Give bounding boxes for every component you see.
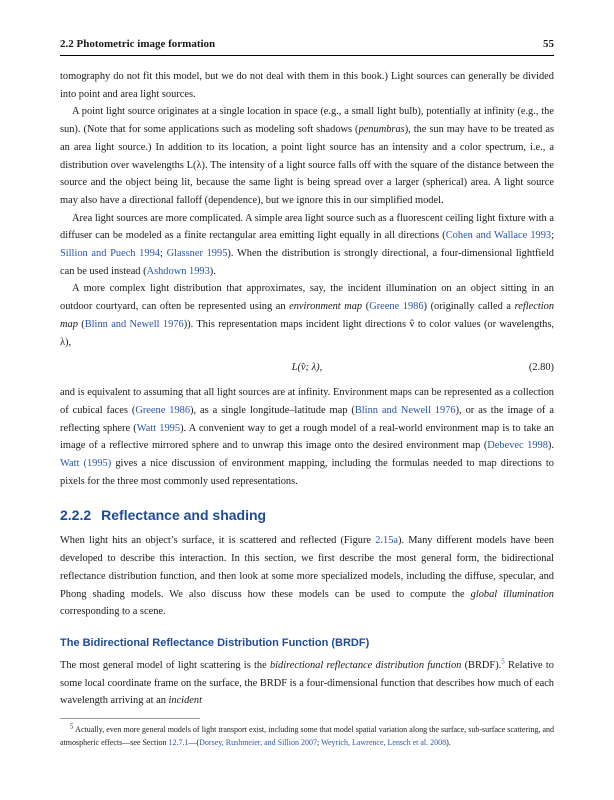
citation-link[interactable]: Glassner 1995 xyxy=(166,248,228,260)
text-run: and is equivalent to assuming that all light sources are at infinity. Environment maps can be represented as a collection of cubical faces ( xyxy=(60,387,554,416)
footnote-rule xyxy=(60,718,200,719)
citation-link[interactable]: Greene 1986 xyxy=(369,301,424,313)
citation-link[interactable]: Weyrich, Lawrence, Lensch et al. 2008 xyxy=(321,738,447,748)
equation xyxy=(60,351,554,384)
section-number: 2.2.2 xyxy=(60,507,92,524)
text-run: gives a nice discussion of environment mapping, including the formulas needed to map directions to pixels for the three most commonly used representations. xyxy=(60,458,554,487)
body-text xyxy=(60,68,554,749)
text-run: ). A convenient way to get a rough model of a real-world environment map is to take an image of a reflective mirrored sphere and to unwrap this image onto the desired environment map ( xyxy=(60,422,554,452)
citation-link[interactable]: Cohen and Wallace 1993 xyxy=(445,230,552,242)
paragraph xyxy=(60,532,554,621)
text-run: ; xyxy=(159,248,167,260)
footnote-number: 5 xyxy=(70,722,74,731)
text-run: corresponding to a scene. xyxy=(60,606,166,618)
text-run: (BRDF). xyxy=(461,659,502,671)
text-run: ), or as the image of a reflecting sphere ( xyxy=(60,404,555,434)
running-header xyxy=(60,38,554,50)
figure-link[interactable]: 2.15a xyxy=(375,535,398,547)
citation-link[interactable]: Blinn and Newell 1976 xyxy=(84,318,184,330)
text-run: ; xyxy=(316,738,322,748)
text-run: ). Many different models have been developed to describe this interaction. In this section, we first describe the most general form, the bidirectional reflectance distribution function, and then look at some more specialized models, including the diffuse, specular, and Phong shading models. We also discuss how these models can be used to compute the xyxy=(60,535,554,600)
paragraph xyxy=(60,280,554,351)
emphasis: penumbras xyxy=(358,124,405,136)
paragraph xyxy=(60,210,554,281)
paragraph xyxy=(60,657,554,710)
equation-number: (2.80) xyxy=(528,361,554,373)
citation-link[interactable]: Blinn and Newell 1976 xyxy=(354,404,456,416)
header-section-title: 2.2 Photometric image formation xyxy=(60,38,216,50)
text-run: ). xyxy=(209,265,216,277)
text-run: ; xyxy=(551,230,555,242)
emphasis: environment map xyxy=(289,301,363,313)
section-link[interactable]: 12.7.1 xyxy=(168,738,189,748)
citation-link[interactable]: Dorsey, Rushmeier, and Sillion 2007 xyxy=(199,738,317,748)
citation-link[interactable]: Watt 1995 xyxy=(136,422,181,434)
text-run: ( xyxy=(77,318,85,330)
text-run: ). xyxy=(446,738,451,748)
text-run: ) (originally called a xyxy=(423,301,515,313)
text-run: Area light sources are more complicated. A simple area light source such as a fluorescent ceiling light fixture with a diffuser can be modeled as a finite rectangular area emitting light equally in all directions ( xyxy=(60,212,554,242)
paragraph xyxy=(60,103,554,209)
text-run: Relative to some local coordinate frame on the surface, the BRDF is a four-dimensional function that describes how much of each wavelength arriving at an xyxy=(60,659,554,707)
subsection-heading: The Bidirectional Reflectance Distribution Function (BRDF) xyxy=(60,636,370,649)
text-run: —( xyxy=(188,738,200,748)
emphasis: global illumination xyxy=(470,588,554,600)
text-run: ). When the distribution is strongly directional, a four-dimensional lightfield can be used instead ( xyxy=(60,248,554,277)
text-run: ), the sun may have to be treated as an area light source.) In addition to its location, a point light source has an intensity and a color spectrum, i.e., a distribution over wavelengths L(λ). The intensity of a light source falls off with the square of the distance between the source and the object being lit, because the same light is being spread over a larger (spherical) area. A light source may also have a directional falloff (dependence), but we ignore this in our simplified model. xyxy=(60,124,554,206)
emphasis: incident xyxy=(168,695,202,707)
section-heading xyxy=(60,506,554,524)
citation-link[interactable]: Greene 1986 xyxy=(135,404,191,416)
header-rule xyxy=(60,55,554,56)
text-run: Actually, even more general models of light transport exist, including some that model spatial variation along the surface, sub-surface scattering, and atmospheric effects—see Section xyxy=(60,725,554,748)
text-run: ), as a single longitude–latitude map ( xyxy=(190,404,355,416)
text-run: ). xyxy=(547,440,554,452)
text-run: A point light source originates at a single location in space (e.g., a small light bulb), potentially at infinity (e.g., the sun). (Note that for some applications such as modeling soft shadows ( xyxy=(60,106,554,136)
text-run: )). This representation maps incident light directions v̂ to color values (or wavelengths, λ), xyxy=(60,318,554,348)
paragraph: tomography do not fit this model, but we do not deal with them in this book.) Light sources can generally be divided into point and area light sources. xyxy=(60,71,554,100)
footnote-marker[interactable]: 5 xyxy=(501,657,505,666)
citation-link[interactable]: Debevec 1998 xyxy=(487,440,548,452)
text-run: The most general model of light scattering is the xyxy=(60,659,270,671)
paragraph xyxy=(60,384,554,490)
text-run: When light hits an object’s surface, it is scattered and reflected (Figure xyxy=(60,535,376,547)
text-run: ( xyxy=(362,301,370,313)
section-title: Reflectance and shading xyxy=(101,507,267,524)
page-number: 55 xyxy=(543,38,554,50)
citation-link[interactable]: Sillion and Puech 1994 xyxy=(60,248,160,260)
citation-link[interactable]: Ashdown 1993 xyxy=(146,265,210,277)
emphasis: reflection map xyxy=(60,301,555,330)
emphasis: bidirectional reflectance distribution function xyxy=(269,659,462,671)
footnote xyxy=(60,723,554,749)
text-run: A more complex light distribution that approximates, say, the incident illumination on an object sitting in an outdoor courtyard, can often be represented using an xyxy=(60,283,554,313)
citation-link[interactable]: Watt (1995) xyxy=(60,458,112,470)
equation-expression: L(v̂; λ), xyxy=(291,361,323,373)
